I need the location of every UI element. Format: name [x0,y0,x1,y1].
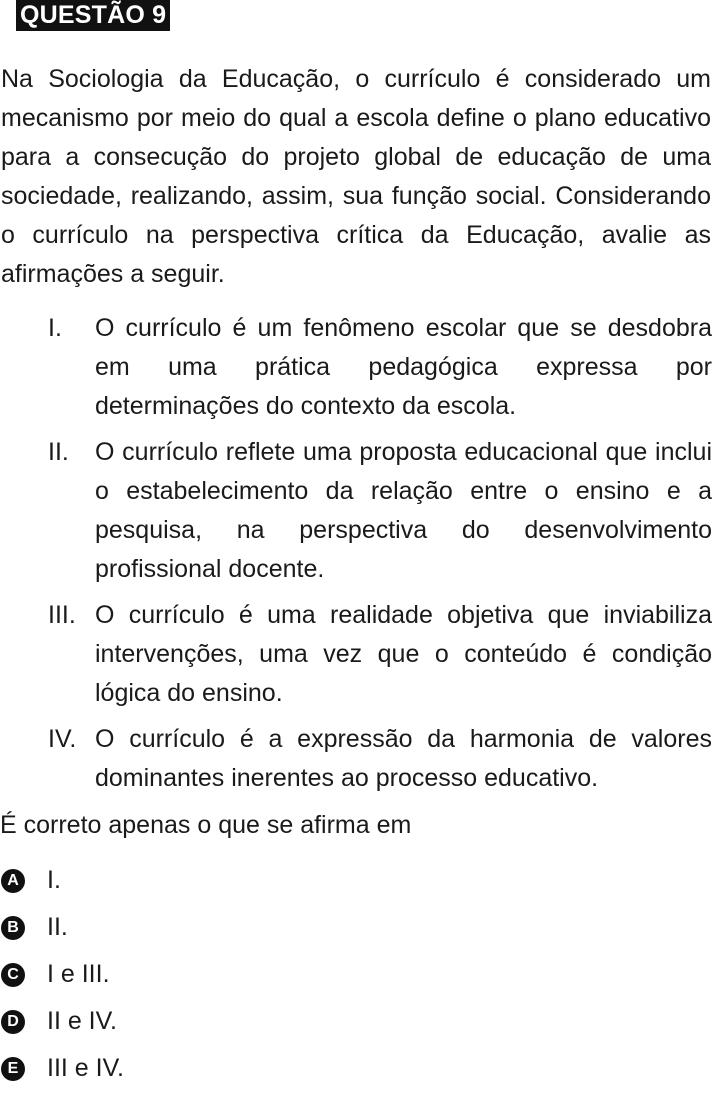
option-text: II. [47,913,68,941]
option-text: I. [47,866,61,894]
statement-item [0,720,713,798]
option-text: I e III. [47,960,110,988]
option-letter-badge: E [1,1057,25,1081]
statement-text: O currículo reflete uma proposta educacional que inclui o estabelecimento da relação entre o ensino e a pesquisa, na perspectiva do desenvolvimento profissional docente. [95,438,712,583]
statement-item [0,309,713,426]
statement-text: O currículo é um fenômeno escolar que se desdobra em uma prática pedagógica expressa por determinações do contexto da escola. [95,314,712,420]
statement-numeral: III. [48,601,76,629]
option-letter-badge: A [1,869,25,893]
question-stem: Na Sociologia da Educação, o currículo é considerado um mecanismo por meio do qual a escola define o plano educativo para a consecução do projeto global de educação de uma sociedade, realizando, assim, sua função social. Considerando o currículo na perspectiva crítica da Educação, avalie as afirmações a seguir. [1,65,711,288]
statement-numeral: IV. [48,725,77,753]
statement-numeral: I. [48,314,62,342]
option-letter-badge: C [1,963,25,987]
statement-item [0,433,713,589]
option-letter-badge: B [1,916,25,940]
option-text: II e IV. [47,1007,117,1035]
question-prompt: É correto apenas o que se afirma em [0,811,412,839]
statement-item [0,596,713,713]
statement-text: O currículo é uma realidade objetiva que inviabiliza intervenções, uma vez que o conteúdo é condição lógica do ensino. [95,601,712,707]
option-text: III e IV. [47,1054,124,1082]
statement-text: O currículo é a expressão da harmonia de valores dominantes inerentes ao processo educativo. [95,725,712,792]
statement-numeral: II. [48,438,69,466]
question-number-label: QUESTÃO 9 [16,0,170,31]
option-letter-badge: D [1,1010,25,1034]
statement-list [0,309,713,805]
